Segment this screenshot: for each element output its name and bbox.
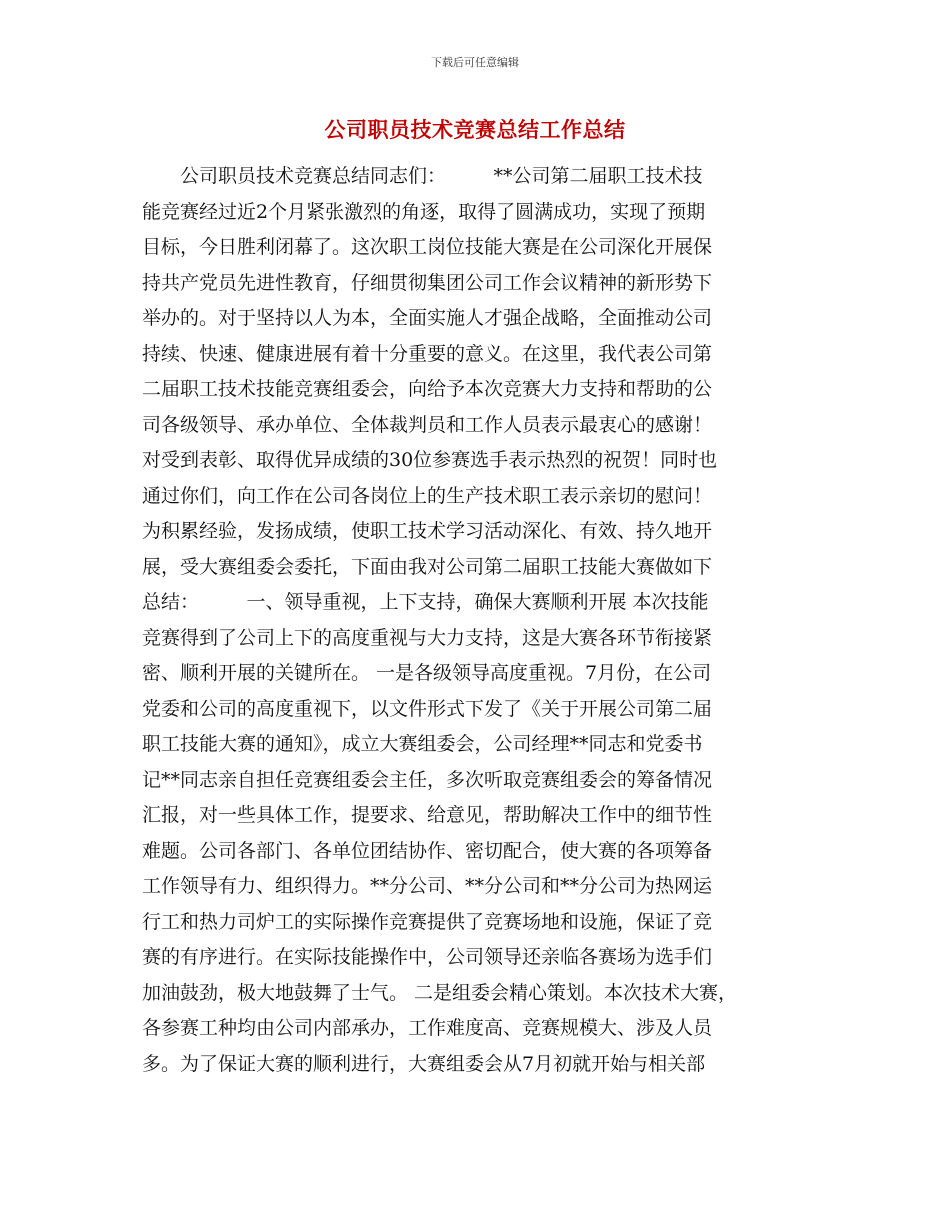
body-line: 行工和热力司炉工的实际操作竞赛提供了竞赛场地和设施，保证了竞 [142, 910, 713, 933]
body-line: 党委和公司的高度重视下，以文件形式下发了《关于开展公司第二届 [142, 697, 713, 720]
body-line: 难题。公司各部门、各单位团结协作、密切配合，使大赛的各项筹备 [142, 839, 713, 862]
body-line: 目标，今日胜利闭幕了。这次职工岗位技能大赛是在公司深化开展保 [142, 236, 713, 258]
body-line: 为积累经验，发扬成绩，使职工技术学习活动深化、有效、持久地开 [142, 520, 713, 542]
body-line: 展，受大赛组委会委托，下面由我对公司第二届职工技能大赛做如下 [142, 555, 713, 578]
body-line: 公司职员技术竞赛总结同志们： **公司第二届职工技术技 [142, 165, 703, 187]
body-line: 汇报，对一些具体工作，提要求、给意见，帮助解决工作中的细节性 [142, 804, 713, 826]
body-line: 记**同志亲自担任竞赛组委会主任，多次听取竞赛组委会的筹备情况 [142, 768, 713, 791]
body-line: 赛的有序进行。在实际技能操作中，公司领导还亲临各赛场为选手们 [142, 946, 713, 968]
body-line: 竞赛得到了公司上下的高度重视与大力支持，这是大赛各环节衔接紧 [142, 626, 713, 649]
body-line: 加油鼓劲，极大地鼓舞了士气。 二是组委会精心策划。本次技术大赛， [142, 981, 738, 1004]
body-line: 二届职工技术技能竞赛组委会，向给予本次竞赛大力支持和帮助的公 [142, 378, 713, 400]
body-line: 工作领导有力、组织得力。**分公司、**分公司和**分公司为热网运 [142, 875, 713, 897]
body-line: 各参赛工种均由公司内部承办，工作难度高、竞赛规模大、涉及人员 [142, 1017, 713, 1039]
body-line: 能竞赛经过近2个月紧张激烈的角逐，取得了圆满成功，实现了预期 [142, 200, 706, 223]
body-line: 密、顺利开展的关键所在。 一是各级领导高度重视。7月份，在公司 [142, 662, 712, 684]
body-line: 总结： 一、领导重视，上下支持，确保大赛顺利开展 本次技能 [142, 591, 709, 613]
document-title: 公司职员技术竞赛总结工作总结 [324, 118, 626, 142]
body-line: 举办的。对于坚持以人为本，全面实施人才强企战略，全面推动公司 [142, 307, 713, 329]
body-line: 持续、快速、健康进展有着十分重要的意义。在这里，我代表公司第 [142, 342, 713, 365]
body-line: 对受到表彰、取得优异成绩的30位参赛选手表示热烈的祝贺！同时也 [142, 449, 718, 471]
body-line: 职工技能大赛的通知》，成立大赛组委会，公司经理**同志和党委书 [142, 733, 703, 755]
body-line: 司各级领导、承办单位、全体裁判员和工作人员表示最衷心的感谢！ [142, 413, 713, 436]
body-line: 持共产党员先进性教育，仔细贯彻集团公司工作会议精神的新形势下 [142, 271, 713, 294]
body-line: 多。为了保证大赛的顺利进行，大赛组委会从7月初就开始与相关部 [142, 1052, 706, 1075]
header-note: 下载后可任意编辑 [431, 56, 519, 69]
document-body [142, 159, 822, 1082]
body-line: 通过你们，向工作在公司各岗位上的生产技术职工表示亲切的慰问！ [142, 484, 713, 507]
